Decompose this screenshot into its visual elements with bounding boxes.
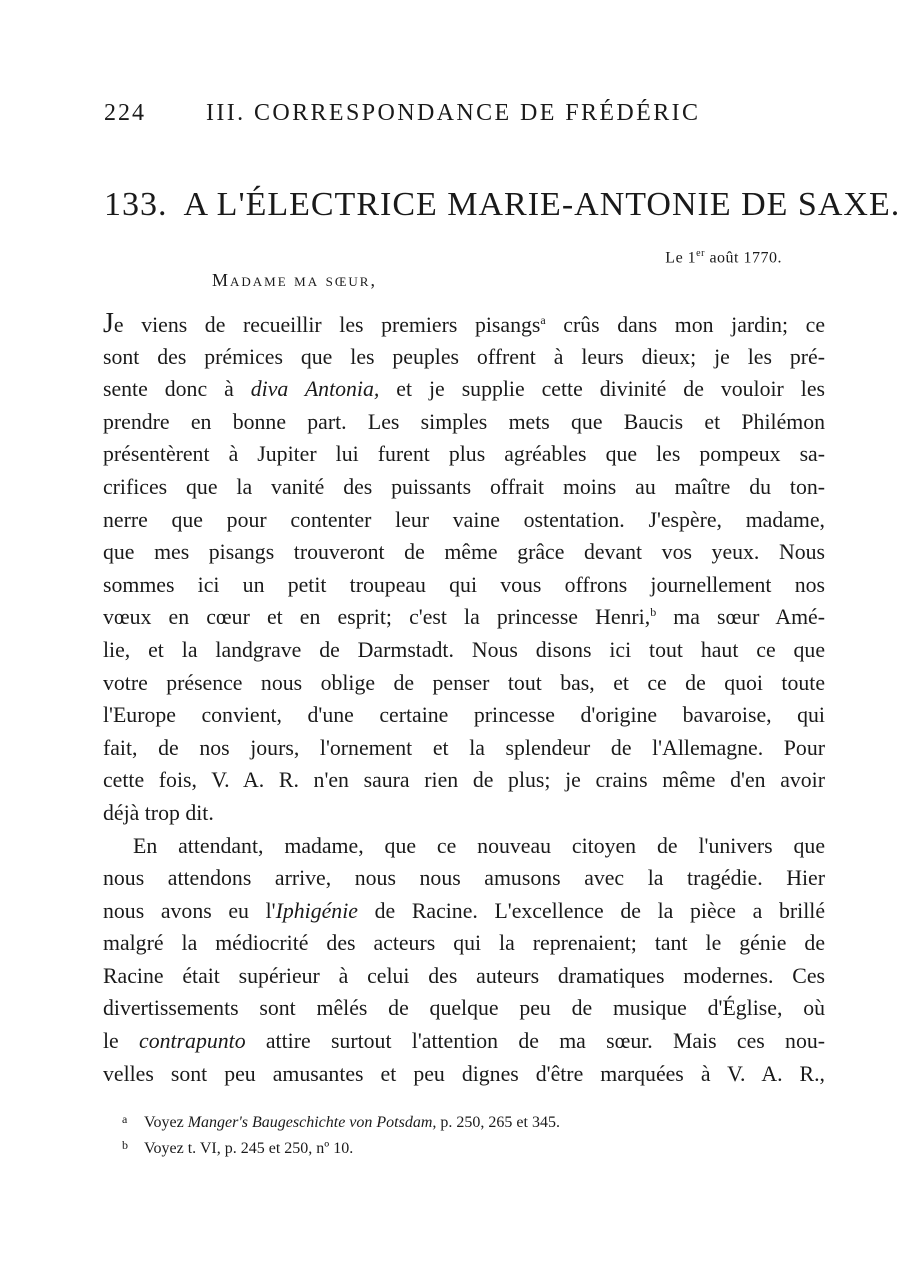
body-line: Racine était supérieur à celui des auteurs dramatiques modernes. Ces bbox=[103, 963, 825, 988]
body-line: que mes pisangs trouveront de même grâce devant vos yeux. Nous bbox=[103, 540, 825, 565]
text-run: sente donc à bbox=[103, 377, 251, 402]
footnote-a bbox=[122, 1108, 822, 1134]
body-line: crifices que la vanité des puissants offrait moins au maître du ton- bbox=[103, 474, 825, 499]
date-prefix: Le 1 bbox=[665, 249, 697, 267]
letter-number: 133. bbox=[104, 186, 168, 223]
running-head-title: III. CORRESPONDANCE DE FRÉDÉRIC bbox=[206, 100, 701, 126]
body-line: nous attendons arrive, nous nous amusons avec la tragédie. Hier bbox=[103, 866, 825, 891]
text-run: vœux en cœur et en esprit; c'est la princesse Henri, bbox=[103, 605, 651, 630]
body-line: déjà trop dit. bbox=[103, 800, 214, 825]
body-line: présentèrent à Jupiter lui furent plus agréables que les pompeux sa- bbox=[103, 442, 825, 467]
salutation: Madame ma sœur, bbox=[212, 270, 377, 290]
footnote-ref-b[interactable]: b bbox=[650, 605, 657, 620]
dateline bbox=[665, 248, 782, 267]
body-line: cette fois, V. A. R. n'en saura rien de plus; je crains même d'en avoir bbox=[103, 768, 825, 793]
page-number: 224 bbox=[104, 100, 146, 126]
date-superscript: er bbox=[696, 248, 705, 259]
drop-cap: J bbox=[103, 308, 114, 339]
body-line: En attendant, madame, que ce nouveau citoyen de l'univers que bbox=[133, 833, 825, 858]
letter-body bbox=[103, 308, 825, 1090]
body-line: lie, et la landgrave de Darmstadt. Nous disons ici tout haut ce que bbox=[103, 637, 825, 662]
italic-text: Iphigénie bbox=[275, 898, 358, 923]
italic-text: diva Antonia, bbox=[250, 377, 380, 402]
letter-heading bbox=[104, 186, 900, 224]
text-run: Voyez bbox=[144, 1114, 188, 1131]
text-run: Voyez t. VI, p. 245 et 250, nº 10. bbox=[144, 1140, 354, 1157]
italic-text: Manger's Baugeschichte von Potsdam, bbox=[187, 1114, 437, 1131]
footnote-b bbox=[122, 1134, 822, 1160]
date-suffix: août 1770. bbox=[704, 249, 782, 267]
body-line: votre présence nous oblige de penser tout bas, et ce de quoi toute bbox=[103, 670, 825, 695]
body-line bbox=[103, 308, 825, 341]
text-run: de Racine. L'excellence de la pièce a brillé bbox=[357, 898, 825, 923]
body-line bbox=[103, 601, 825, 634]
footnote-mark: b bbox=[122, 1138, 128, 1152]
body-line bbox=[103, 373, 825, 406]
text-run: attire surtout l'attention de ma sœur. Mais ces nou- bbox=[245, 1029, 825, 1054]
text-run: p. 250, 265 et 345. bbox=[436, 1114, 560, 1131]
text-run: ma sœur Amé- bbox=[656, 605, 825, 630]
body-line bbox=[103, 1025, 825, 1058]
text-run: le bbox=[103, 1029, 140, 1054]
body-line: velles sont peu amusantes et peu dignes d'être marquées à V. A. R., bbox=[103, 1061, 825, 1086]
body-line: l'Europe convient, d'une certaine princesse d'origine bavaroise, qui bbox=[103, 703, 825, 728]
body-line: prendre en bonne part. Les simples mets que Baucis et Philémon bbox=[103, 409, 825, 434]
body-line: fait, de nos jours, l'ornement et la splendeur de l'Allemagne. Pour bbox=[103, 735, 825, 760]
body-line: sont des prémices que les peuples offrent à leurs dieux; je les pré- bbox=[103, 344, 825, 369]
body-line: nerre que pour contenter leur vaine ostentation. J'espère, madame, bbox=[103, 507, 825, 532]
text-run: e viens de recueillir les premiers pisangs bbox=[113, 313, 541, 337]
text-run: et je supplie cette divinité de vouloir les bbox=[379, 377, 825, 402]
running-head bbox=[104, 100, 824, 136]
footnotes bbox=[122, 1108, 822, 1160]
text-run: crûs dans mon jardin; ce bbox=[545, 313, 826, 337]
text-run: nous avons eu l' bbox=[103, 898, 276, 923]
footnote-ref-a[interactable]: a bbox=[540, 313, 546, 327]
footnote-mark: a bbox=[122, 1112, 128, 1126]
body-line: malgré la médiocrité des acteurs qui la reprenaient; tant le génie de bbox=[103, 931, 825, 956]
body-line bbox=[103, 895, 825, 928]
body-line: sommes ici un petit troupeau qui vous offrons journellement nos bbox=[103, 572, 825, 597]
italic-text: contrapunto bbox=[139, 1029, 246, 1054]
letter-title: A L'ÉLECTRICE MARIE-ANTONIE DE SAXE. bbox=[183, 186, 900, 223]
body-line: divertissements sont mêlés de quelque peu de musique d'Église, où bbox=[103, 996, 825, 1021]
